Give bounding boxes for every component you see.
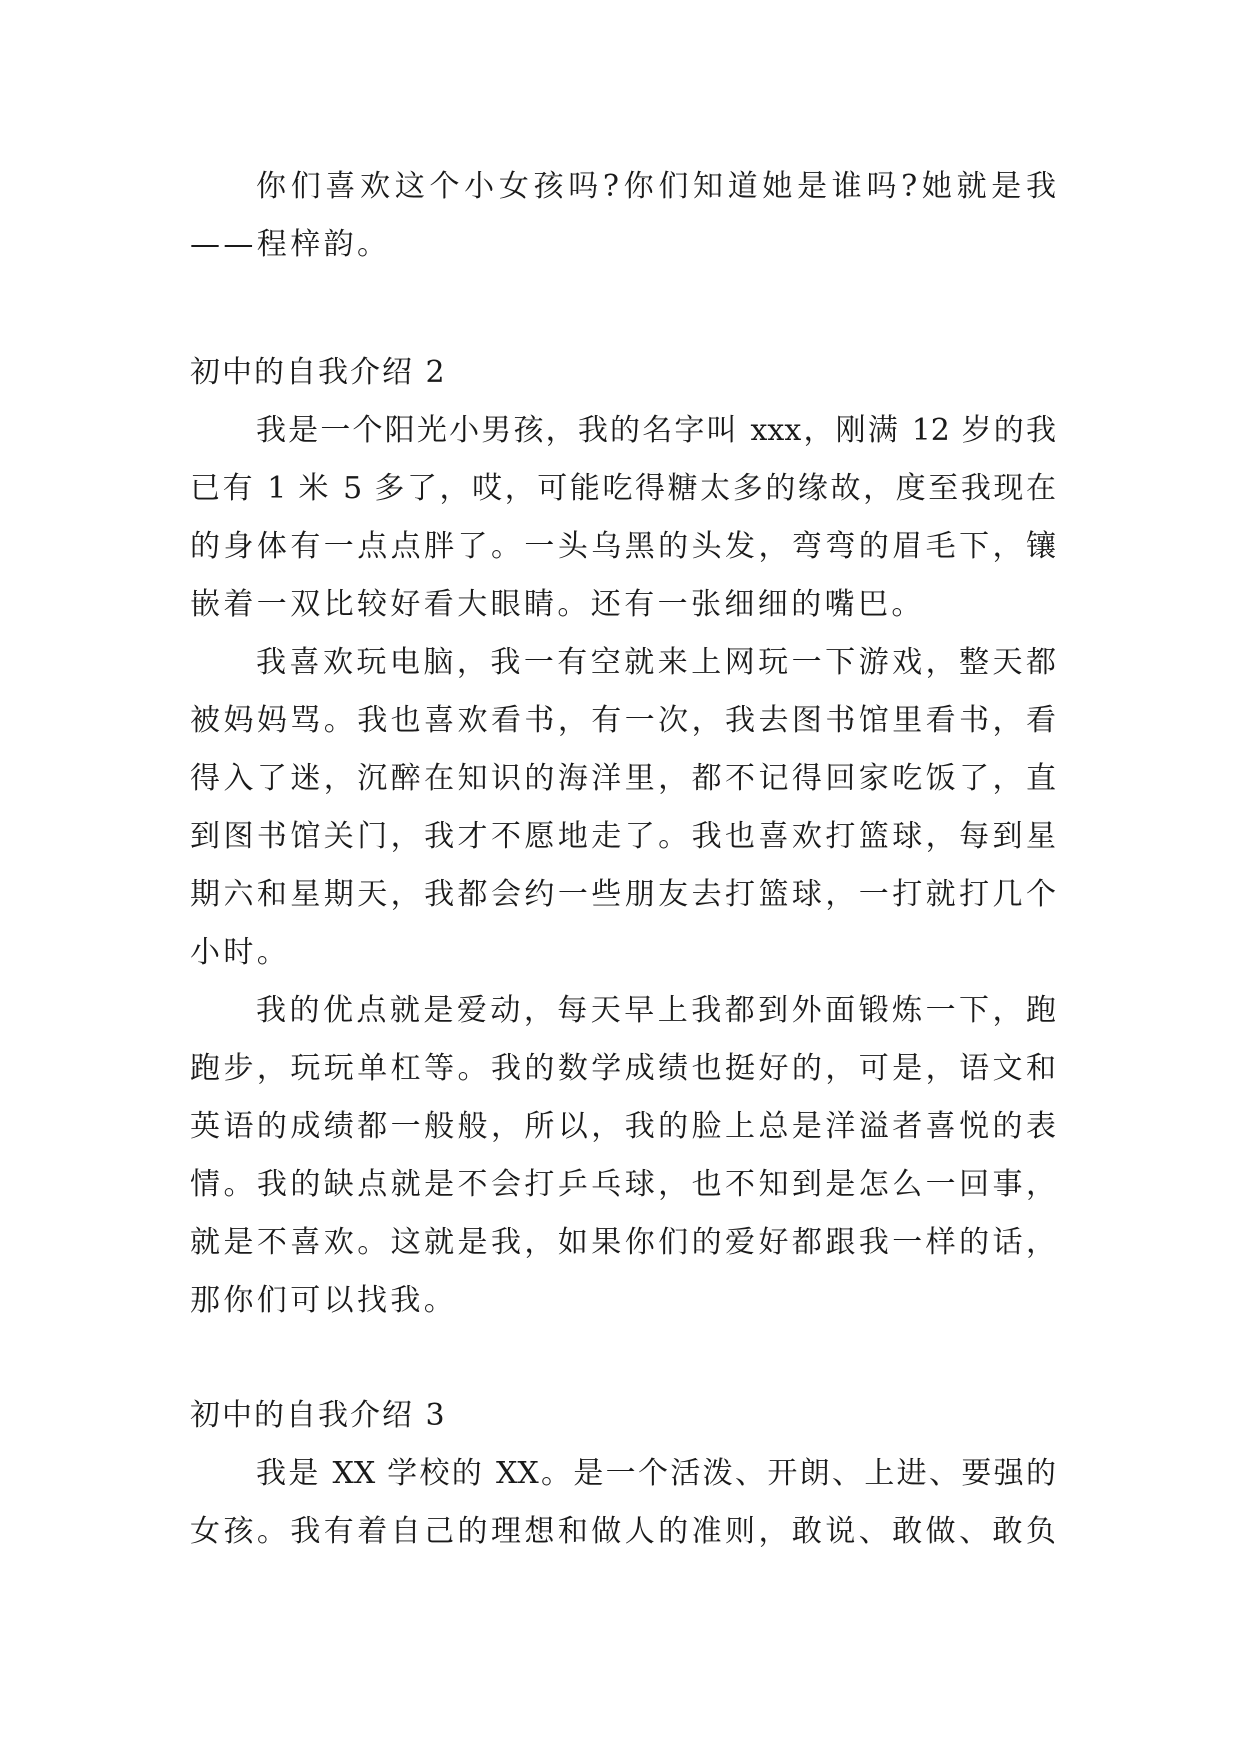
paragraph-line: 得入了迷，沉醉在知识的海洋里，都不记得回家吃饭了，直 (190, 761, 1056, 796)
section-2-paragraph-2 (190, 634, 1056, 982)
paragraph-line: 女孩。我有着自己的理想和做人的准则，敢说、敢做、敢负 (190, 1514, 1056, 1549)
paragraph-line: 小时。 (190, 935, 291, 970)
paragraph-line: 英语的成绩都一般般，所以，我的脸上总是洋溢者喜悦的表 (190, 1109, 1056, 1144)
section-3 (190, 1387, 1056, 1561)
section-2-paragraph-1 (190, 402, 1056, 634)
intro-paragraph (190, 158, 1056, 274)
paragraph-line: 我是 XX 学校的 XX。是一个活泼、开朗、上进、要强的 (256, 1456, 1056, 1491)
section-heading: 初中的自我介绍 2 (190, 355, 447, 390)
paragraph-line: 你们喜欢这个小女孩吗?你们知道她是谁吗?她就是我 (256, 169, 1056, 204)
section-heading: 初中的自我介绍 3 (190, 1398, 447, 1433)
paragraph-line: 被妈妈骂。我也喜欢看书，有一次，我去图书馆里看书，看 (190, 703, 1056, 738)
paragraph-line: 我是一个阳光小男孩，我的名字叫 xxx，刚满 12 岁的我 (256, 413, 1056, 448)
section-2 (190, 344, 1056, 1330)
paragraph-line: 的身体有一点点胖了。一头乌黑的头发，弯弯的眉毛下，镶 (190, 529, 1056, 564)
paragraph-line: 到图书馆关门，我才不愿地走了。我也喜欢打篮球，每到星 (190, 819, 1056, 854)
section-3-paragraph-1 (190, 1445, 1056, 1561)
section-2-paragraph-3 (190, 982, 1056, 1330)
paragraph-line: 就是不喜欢。这就是我，如果你们的爱好都跟我一样的话， (190, 1225, 1056, 1260)
paragraph-line: ——程梓韵。 (190, 227, 391, 262)
paragraph-line: 嵌着一双比较好看大眼睛。还有一张细细的嘴巴。 (190, 587, 925, 622)
paragraph-line: 我喜欢玩电脑，我一有空就来上网玩一下游戏，整天都 (256, 645, 1056, 680)
paragraph-line: 已有 1 米 5 多了，哎，可能吃得糖太多的缘故，度至我现在 (190, 471, 1056, 506)
paragraph-line: 情。我的缺点就是不会打乒乓球，也不知到是怎么一回事， (190, 1167, 1056, 1202)
paragraph-line: 跑步，玩玩单杠等。我的数学成绩也挺好的，可是，语文和 (190, 1051, 1056, 1086)
paragraph-line: 期六和星期天，我都会约一些朋友去打篮球，一打就打几个 (190, 877, 1056, 912)
paragraph-line: 那你们可以找我。 (190, 1283, 458, 1318)
paragraph-line: 我的优点就是爱动，每天早上我都到外面锻炼一下，跑 (256, 993, 1056, 1028)
